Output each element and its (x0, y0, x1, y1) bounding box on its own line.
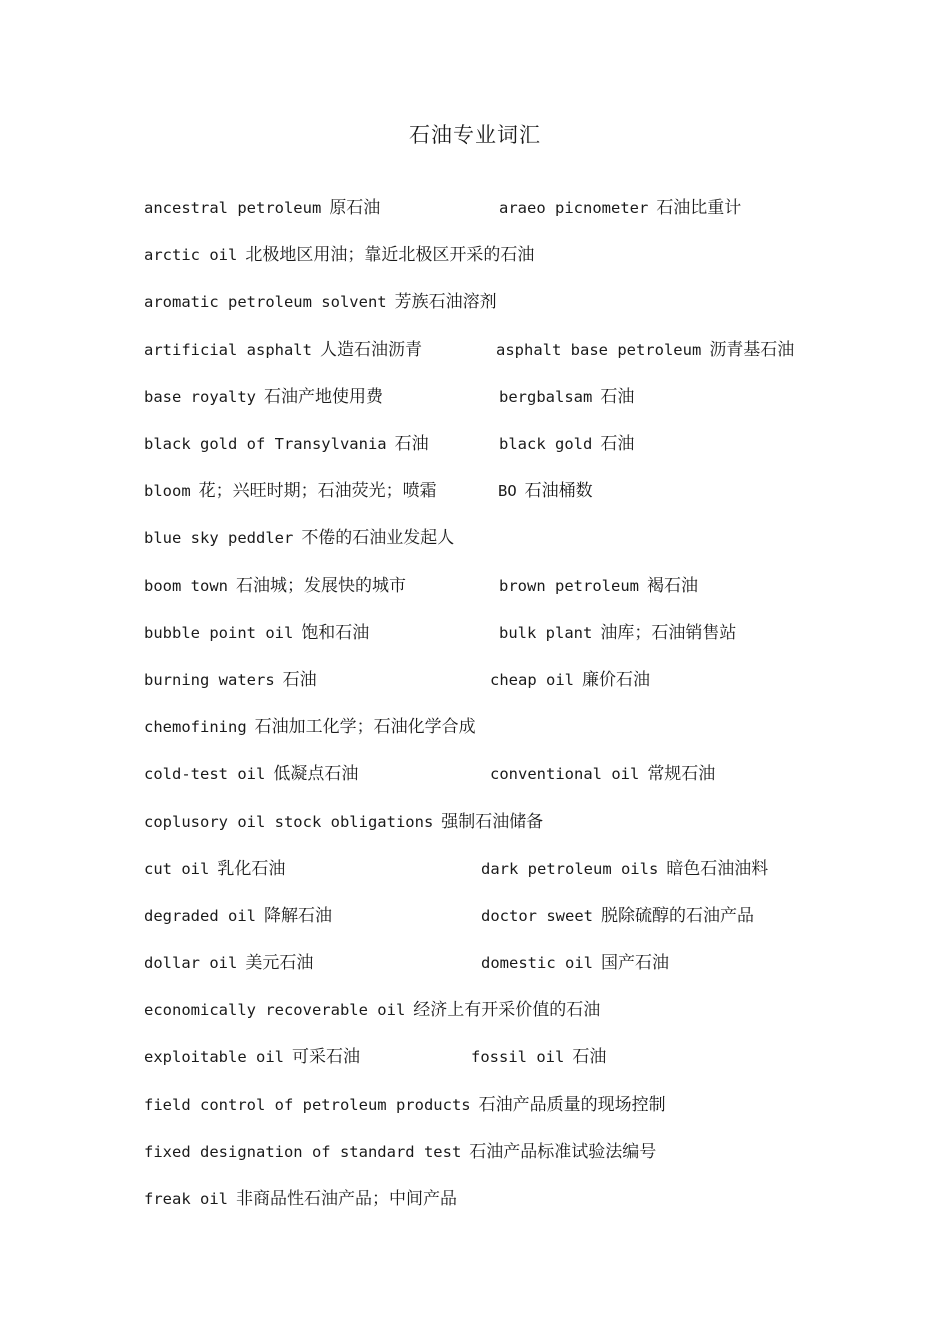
entry-term: dollar oil (144, 954, 238, 973)
entry-term: fossil oil (471, 1048, 565, 1067)
glossary-row (144, 654, 844, 701)
entry-term: black gold (499, 435, 593, 454)
entry-gloss: 石油比重计 (656, 198, 742, 219)
entry-gloss: 原石油 (329, 198, 381, 219)
entry-term: aromatic petroleum solvent (144, 293, 387, 312)
glossary-row (144, 937, 844, 984)
entry-gloss: 低凝点石油 (273, 764, 359, 785)
entry-gloss: 美元石油 (245, 953, 314, 974)
glossary-row (144, 748, 844, 795)
entry-term: field control of petroleum products (144, 1095, 471, 1114)
entry-term: degraded oil (144, 906, 256, 925)
entry-gloss: 乳化石油 (217, 858, 286, 879)
entry-term: arctic oil (144, 246, 238, 265)
glossary-row (144, 890, 844, 937)
glossary-entry (144, 854, 481, 879)
glossary-row (144, 371, 844, 418)
glossary-entry (144, 1042, 471, 1067)
glossary-entry (144, 759, 490, 784)
entry-term: asphalt base petroleum (496, 340, 702, 359)
glossary-entry (499, 618, 736, 643)
glossary-entry (144, 995, 601, 1021)
glossary-entry (144, 287, 499, 312)
entry-gloss: 饱和石油 (301, 622, 370, 643)
glossary-row (144, 1126, 844, 1173)
glossary-row (144, 418, 844, 465)
entry-term: bloom (144, 482, 191, 501)
entry-term: conventional oil (490, 765, 640, 784)
glossary-entry (144, 571, 499, 596)
entry-gloss: 北极地区用油；靠近北极区开采的石油 (245, 245, 535, 266)
glossary-row (144, 843, 844, 890)
glossary-row (144, 560, 844, 607)
entry-term: BO (498, 482, 517, 501)
entry-term: fixed designation of standard test (144, 1142, 462, 1161)
entry-gloss: 石油桶数 (524, 481, 593, 502)
entry-term: bulk plant (499, 623, 593, 642)
entry-term: dark petroleum oils (481, 859, 659, 878)
entry-gloss: 芳族石油溶剂 (394, 292, 497, 313)
glossary-entry (490, 665, 650, 690)
glossary-entry (499, 429, 634, 454)
glossary-entry (144, 193, 499, 218)
glossary-row (144, 795, 844, 842)
entry-term: burning waters (144, 670, 275, 689)
glossary-entry (144, 429, 499, 454)
entry-term: boom town (144, 576, 228, 595)
glossary-list (144, 182, 844, 1220)
glossary-entry (490, 759, 715, 784)
glossary-row (144, 324, 844, 371)
entry-term: exploitable oil (144, 1048, 284, 1067)
entry-gloss: 降解石油 (263, 905, 332, 926)
glossary-entry (144, 382, 499, 407)
glossary-entry (496, 335, 794, 360)
entry-term: bubble point oil (144, 623, 294, 642)
entry-term: black gold of Transylvania (144, 435, 387, 454)
glossary-entry (499, 193, 741, 218)
glossary-entry (481, 948, 669, 973)
glossary-row (144, 1031, 844, 1078)
glossary-row (144, 276, 844, 323)
entry-term: doctor sweet (481, 906, 593, 925)
entry-gloss: 可采石油 (291, 1047, 360, 1068)
glossary-row (144, 701, 844, 748)
entry-gloss: 石油加工化学；石油化学合成 (254, 717, 476, 738)
entry-term: cut oil (144, 859, 210, 878)
glossary-entry (144, 523, 499, 548)
entry-term: coplusory oil stock obligations (144, 812, 434, 831)
entry-gloss: 国产石油 (600, 953, 669, 974)
entry-gloss: 脱除硫醇的石油产品 (600, 905, 754, 926)
entry-term: domestic oil (481, 954, 593, 973)
entry-gloss: 不倦的石油业发起人 (301, 528, 455, 549)
entry-term: freak oil (144, 1190, 228, 1209)
entry-gloss: 石油 (600, 434, 635, 455)
glossary-row (144, 984, 844, 1031)
glossary-row (144, 229, 844, 276)
entry-gloss: 石油城；发展快的城市 (236, 575, 406, 596)
entry-term: cold-test oil (144, 765, 266, 784)
entry-term: cheap oil (490, 670, 574, 689)
entry-gloss: 人造石油沥青 (319, 339, 422, 360)
glossary-entry (144, 618, 499, 643)
entry-gloss: 石油 (282, 669, 317, 690)
glossary-entry (144, 335, 496, 360)
entry-gloss: 非商品性石油产品；中间产品 (236, 1189, 457, 1210)
glossary-entry (499, 571, 698, 596)
entry-term: brown petroleum (499, 576, 639, 595)
entry-gloss: 沥青基石油 (709, 339, 795, 360)
page-title: 石油专业词汇 (409, 123, 541, 147)
glossary-row (144, 1079, 844, 1126)
glossary-entry (144, 807, 544, 832)
glossary-entry (144, 476, 498, 501)
glossary-entry (144, 1090, 666, 1115)
glossary-entry (144, 665, 490, 690)
entry-term: base royalty (144, 387, 256, 406)
entry-gloss: 褐石油 (646, 575, 698, 596)
entry-gloss: 石油 (394, 434, 429, 455)
glossary-entry (144, 948, 481, 973)
glossary-row (144, 607, 844, 654)
entry-gloss: 强制石油储备 (441, 811, 544, 832)
glossary-entry (144, 1137, 657, 1162)
glossary-entry (471, 1042, 606, 1067)
entry-gloss: 廉价石油 (582, 669, 650, 690)
glossary-row (144, 512, 844, 559)
entry-gloss: 暗色石油油料 (666, 858, 769, 879)
entry-term: chemofining (144, 718, 247, 737)
entry-gloss: 石油 (572, 1047, 607, 1068)
entry-gloss: 石油产品质量的现场控制 (478, 1094, 666, 1115)
glossary-row (144, 182, 844, 229)
entry-term: araeo picnometer (499, 199, 649, 218)
glossary-entry (144, 1184, 499, 1209)
glossary-entry (481, 901, 754, 926)
glossary-row (144, 1173, 844, 1220)
entry-gloss: 油库；石油销售站 (600, 622, 737, 643)
glossary-entry (499, 382, 634, 407)
entry-term: ancestral petroleum (144, 199, 322, 218)
entry-gloss: 石油产品标准试验法编号 (469, 1141, 657, 1162)
glossary-row (144, 465, 844, 512)
entry-term: bergbalsam (499, 387, 593, 406)
entry-gloss: 经济上有开采价值的石油 (413, 1000, 601, 1021)
entry-gloss: 常规石油 (647, 764, 716, 785)
entry-gloss: 石油产地使用费 (263, 386, 383, 407)
glossary-entry (481, 854, 768, 879)
glossary-entry (144, 240, 535, 266)
glossary-entry (498, 476, 593, 501)
entry-gloss: 花；兴旺时期；石油荧光；喷霜 (198, 481, 437, 502)
entry-term: artificial asphalt (144, 340, 312, 359)
entry-term: economically recoverable oil (144, 1001, 406, 1020)
entry-term: blue sky peddler (144, 529, 294, 548)
glossary-entry (144, 712, 499, 737)
entry-gloss: 石油 (600, 386, 635, 407)
glossary-entry (144, 901, 481, 926)
